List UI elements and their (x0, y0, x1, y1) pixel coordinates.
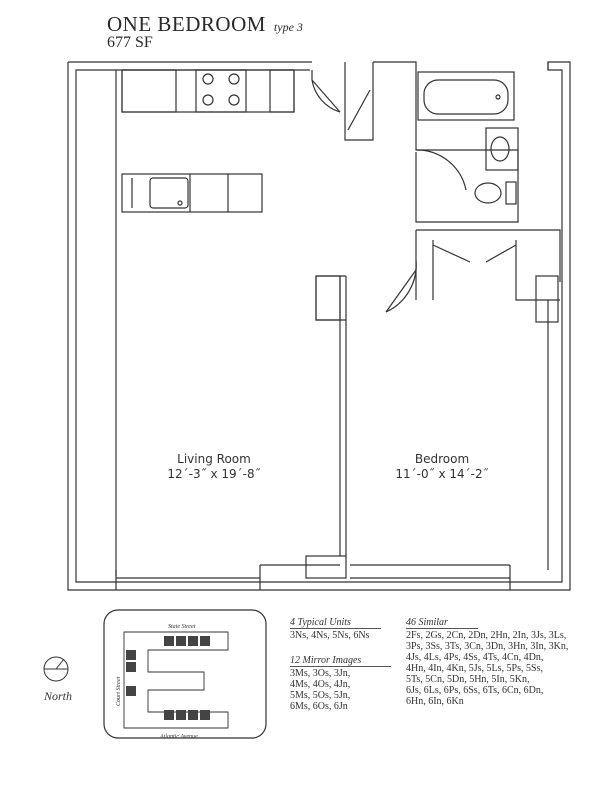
similar-units-line: 2Fs, 2Gs, 2Cn, 2Dn, 2Hn, 2In, 3Js, 3Ls, (406, 630, 567, 641)
tub-drain (496, 95, 500, 99)
highlight-unit (126, 662, 136, 672)
similar-units-block (406, 617, 568, 707)
bedroom-label: Bedroom (414, 452, 470, 466)
toilet-bowl (475, 183, 501, 203)
entry-door-leaf (312, 80, 340, 112)
wall-oven (270, 70, 294, 112)
similar-units-line: 3Ps, 3Ss, 3Ts, 3Cn, 3Dn, 3Hn, 3In, 3Kn, (406, 641, 569, 652)
typical-units-block (290, 617, 381, 641)
typical-units-line: 3Ns, 4Ns, 5Ns, 6Ns (290, 630, 370, 641)
outer-wall (68, 62, 570, 590)
burner (203, 74, 213, 84)
living-room-label: Living Room (177, 452, 251, 466)
closet-doors (433, 245, 516, 262)
mirror-units-line: 5Ms, 5Os, 5Jn, (290, 690, 351, 701)
mirror-units-block (290, 655, 391, 712)
bathroom-wall (373, 62, 518, 222)
highlight-unit (200, 636, 210, 646)
bedroom-closet (416, 230, 560, 300)
bathtub-inner (424, 80, 508, 114)
toilet-tank (506, 182, 516, 204)
mirror-units-line: 3Ms, 3Os, 3Jn, (290, 668, 351, 679)
entry-door-swing (312, 70, 340, 112)
burner (229, 74, 239, 84)
highlight-unit (176, 636, 186, 646)
highlight-unit (188, 710, 198, 720)
closet-door (348, 90, 370, 130)
similar-units-line: 6Js, 6Ls, 6Ps, 6Ss, 6Ts, 6Cn, 6Dn, (406, 685, 544, 696)
bath-door-swing (416, 150, 466, 190)
mirror-units-line: 4Ms, 4Os, 4Jn, (290, 679, 351, 690)
column-right (536, 276, 558, 322)
living-room-dimensions: 12´-3˝ x 19´-8˝ (167, 467, 261, 481)
similar-units-line: 5Ts, 5Cn, 5Dn, 5Hn, 5In, 5Kn, (406, 674, 530, 685)
highlight-unit (200, 710, 210, 720)
street-court: Court Street (116, 676, 122, 706)
window-unit (306, 556, 346, 578)
vanity-sink (491, 137, 509, 161)
unit-type-subtitle: type 3 (273, 20, 303, 34)
highlight-unit (164, 710, 174, 720)
compass-label: North (44, 689, 73, 703)
island-divider (132, 174, 228, 212)
similar-units-line: 4Hn, 4In, 4Kn, 5Js, 5Ls, 5Ps, 5Ss, (406, 663, 543, 674)
unit-area: 677 SF (107, 34, 153, 51)
column (316, 276, 340, 320)
sink-drain (178, 201, 182, 205)
highlight-unit (164, 636, 174, 646)
unit-type-title: ONE BEDROOM (107, 12, 266, 36)
highlight-unit (176, 710, 186, 720)
typical-units-heading: 4 Typical Units (290, 617, 381, 629)
highlight-unit (188, 636, 198, 646)
burner (229, 95, 239, 105)
bedroom-dimensions: 11´-0˝ x 14´-2˝ (395, 467, 489, 481)
kitchen-island (122, 174, 262, 212)
partition-wall (316, 276, 346, 556)
refrigerator (122, 70, 176, 112)
kitchen-counter-top (122, 70, 294, 112)
similar-units-line: 4Js, 4Ls, 4Ps, 4Ss, 4Ts, 4Cn, 4Dn, (406, 652, 544, 663)
mirror-units-heading: 12 Mirror Images (290, 655, 391, 667)
highlight-unit (126, 650, 136, 660)
highlight-unit (126, 686, 136, 696)
similar-units-line: 6Hn, 6In, 6Kn (406, 696, 464, 707)
mirror-units-line: 6Ms, 6Os, 6Jn (290, 701, 348, 712)
street-state: State Street (168, 624, 196, 630)
compass-icon (44, 657, 68, 681)
burner (203, 95, 213, 105)
street-atlantic: Atlantic Avenue (160, 734, 198, 740)
similar-units-heading: 46 Similar (406, 617, 478, 629)
bedroom-door-leaf (386, 270, 416, 312)
bedroom-door (386, 260, 416, 312)
